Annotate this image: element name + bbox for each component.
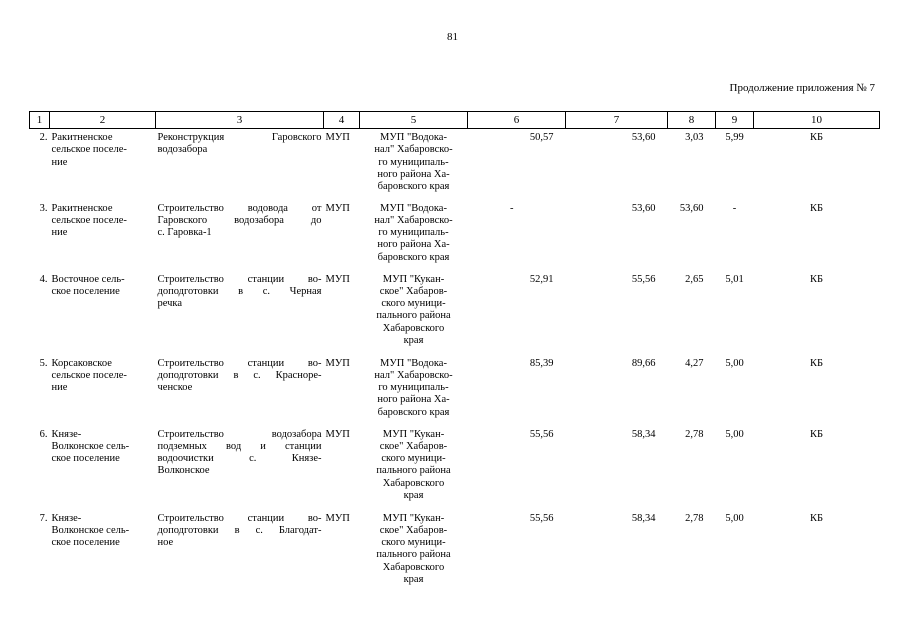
table-row bbox=[30, 355, 880, 426]
source-cell: КБ bbox=[809, 357, 824, 369]
col-header-7: 7 bbox=[566, 112, 668, 129]
value-col6: 85,39 bbox=[529, 357, 554, 369]
project-cell: Строительство станции во- доподготовки в с. Благодат- ное bbox=[157, 512, 322, 549]
appendix-caption: Продолжение приложения № 7 bbox=[729, 82, 875, 94]
value-col6: 55,56 bbox=[529, 512, 554, 524]
value-col8: 2,78 bbox=[685, 512, 704, 524]
row-number: 5. bbox=[39, 357, 48, 369]
row-number: 6. bbox=[39, 428, 48, 440]
type-cell: МУП bbox=[325, 512, 350, 524]
data-table bbox=[29, 111, 880, 590]
col-header-4: 4 bbox=[324, 112, 360, 129]
source-cell: КБ bbox=[809, 202, 824, 214]
value-col6: 50,57 bbox=[529, 132, 554, 143]
organization-cell: МУП "Кукан- ское" Хабаров- ского муници- пального района Хабаровского края bbox=[376, 512, 451, 585]
table-row bbox=[30, 426, 880, 510]
organization-cell: МУП "Кукан- ское" Хабаров- ского муници- пального района Хабаровского края bbox=[376, 428, 451, 501]
organization-cell: МУП "Водока- нал" Хабаровско- го муниципаль- ного района Ха- баровского края bbox=[374, 132, 453, 193]
value-col9: 5,99 bbox=[725, 132, 744, 143]
value-col7: 58,34 bbox=[631, 512, 656, 524]
project-cell: Строительство водовода от Гаровского водозабора до с. Гаровка-1 bbox=[157, 202, 322, 239]
value-col6: 55,56 bbox=[529, 428, 554, 440]
value-col8: 3,03 bbox=[685, 132, 704, 143]
table-row bbox=[30, 271, 880, 355]
project-cell: Реконструкция Гаровского водозабора bbox=[157, 132, 322, 156]
type-cell: МУП bbox=[325, 273, 350, 285]
table-row bbox=[30, 510, 880, 590]
settlement-cell: Ракитненское сельское поселе- ние bbox=[51, 202, 127, 239]
page-number: 81 bbox=[447, 31, 458, 43]
value-col9: - bbox=[732, 202, 737, 214]
settlement-cell: Корсаковское сельское поселе- ние bbox=[51, 357, 127, 394]
col-header-10: 10 bbox=[754, 112, 880, 129]
value-col9: 5,00 bbox=[725, 357, 744, 369]
value-col8: 53,60 bbox=[679, 202, 704, 214]
value-col7: 53,60 bbox=[631, 202, 656, 214]
settlement-cell: Ракитненское сельское поселе- ние bbox=[51, 132, 127, 168]
value-col9: 5,00 bbox=[725, 428, 744, 440]
value-col7: 55,56 bbox=[631, 273, 656, 285]
type-cell: МУП bbox=[325, 202, 350, 214]
source-cell: КБ bbox=[809, 132, 824, 143]
header-row bbox=[30, 112, 880, 129]
table-row bbox=[30, 200, 880, 271]
type-cell: МУП bbox=[325, 428, 350, 440]
value-col8: 2,78 bbox=[685, 428, 704, 440]
source-cell: КБ bbox=[809, 428, 824, 440]
value-col9: 5,01 bbox=[725, 273, 744, 285]
row-number: 4. bbox=[39, 273, 48, 285]
row-number: 3. bbox=[39, 202, 48, 214]
source-cell: КБ bbox=[809, 273, 824, 285]
organization-cell: МУП "Кукан- ское" Хабаров- ского муници- пального района Хабаровского края bbox=[376, 273, 451, 346]
col-header-9: 9 bbox=[716, 112, 754, 129]
settlement-cell: Князе- Волконское сель- ское поселение bbox=[51, 512, 130, 549]
value-col7: 58,34 bbox=[631, 428, 656, 440]
col-header-5: 5 bbox=[360, 112, 468, 129]
col-header-3: 3 bbox=[156, 112, 324, 129]
type-cell: МУП bbox=[325, 357, 350, 369]
settlement-cell: Восточное сель- ское поселение bbox=[51, 273, 125, 297]
value-col6: - bbox=[510, 202, 514, 214]
settlement-cell: Князе- Волконское сель- ское поселение bbox=[51, 428, 130, 465]
col-header-8: 8 bbox=[668, 112, 716, 129]
value-col8: 2,65 bbox=[685, 273, 704, 285]
col-header-2: 2 bbox=[50, 112, 156, 129]
value-col8: 4,27 bbox=[685, 357, 704, 369]
value-col7: 53,60 bbox=[631, 132, 656, 143]
value-col6: 52,91 bbox=[529, 273, 554, 285]
col-header-6: 6 bbox=[468, 112, 566, 129]
source-cell: КБ bbox=[809, 512, 824, 524]
organization-cell: МУП "Водока- нал" Хабаровско- го муниципаль- ного района Ха- баровского края bbox=[374, 357, 453, 418]
type-cell: МУП bbox=[325, 132, 350, 143]
table-row bbox=[30, 129, 880, 200]
col-header-1: 1 bbox=[30, 112, 50, 129]
project-cell: Строительство станции во- доподготовки в с. Красноре- ченское bbox=[157, 357, 322, 394]
project-cell: Строительство водозабора подземных вод и станции водоочистки с. Князе- Волконское bbox=[157, 428, 322, 477]
organization-cell: МУП "Водока- нал" Хабаровско- го муниципаль- ного района Ха- баровского края bbox=[374, 202, 453, 263]
row-number: 2. bbox=[39, 132, 48, 143]
project-cell: Строительство станции во- доподготовки в с. Черная речка bbox=[157, 273, 322, 310]
row-number: 7. bbox=[39, 512, 48, 524]
value-col7: 89,66 bbox=[631, 357, 656, 369]
value-col9: 5,00 bbox=[725, 512, 744, 524]
